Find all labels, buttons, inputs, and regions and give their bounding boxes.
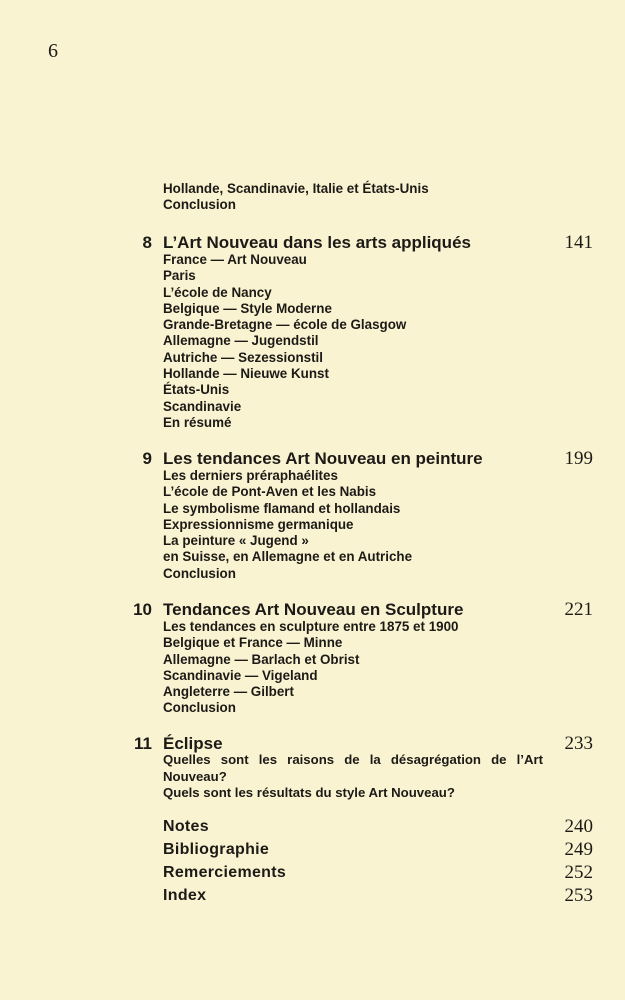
chapter-number: 10 [133, 600, 152, 619]
toc-subentry: Hollande, Scandinavie, Italie et États-Unis [163, 181, 429, 196]
chapter-title: Tendances Art Nouveau en Sculpture [163, 600, 464, 619]
toc-subentry: Grande-Bretagne — école de Glasgow [163, 317, 407, 333]
chapter-title: Les tendances Art Nouveau en peinture [163, 449, 483, 468]
toc-subentry: Le symbolisme flamand et hollandais [163, 500, 401, 516]
continued-items [163, 181, 429, 214]
toc-subentry: Conclusion [163, 197, 236, 213]
toc-subentry: Belgique et France — Minne [163, 635, 343, 651]
toc-subentry: Expressionnisme germanique [163, 516, 354, 532]
end-matter-label: Index [163, 887, 207, 904]
end-matter-page: 240 [564, 816, 593, 837]
toc-subentry: En résumé [163, 414, 232, 430]
chapter-subentries [163, 252, 406, 431]
chapter-number: 9 [142, 449, 152, 468]
chapter-subentries [163, 468, 412, 582]
toc-subentry: Conclusion [163, 565, 236, 581]
chapter-page: 199 [564, 448, 593, 469]
toc-subentry: Hollande — Nieuwe Kunst [163, 366, 329, 382]
toc-subentry: en Suisse, en Allemagne et en Autriche [163, 549, 413, 565]
toc-subentry: Belgique — Style Moderne [163, 300, 332, 316]
toc-subentry: Allemagne — Barlach et Obrist [163, 651, 360, 667]
chapter-page: 141 [564, 232, 593, 253]
toc-subentry: Les derniers préraphaélites [163, 468, 338, 483]
chapter-page: 221 [564, 599, 593, 620]
toc-subentry: États-Unis [163, 382, 230, 398]
toc-subentry: Allemagne — Jugendstil [163, 333, 319, 349]
end-matter-page: 253 [564, 885, 593, 906]
end-matter-page: 252 [564, 862, 593, 883]
chapter-subentries [163, 752, 543, 802]
toc-subentry: La peinture « Jugend » [163, 533, 309, 549]
end-matter-page: 249 [564, 839, 593, 860]
toc-subentry: Scandinavie [163, 398, 242, 414]
toc-subentry: Autriche — Sezessionstil [163, 349, 323, 365]
chapter-number: 8 [142, 233, 152, 252]
toc-subentry: France — Art Nouveau [163, 252, 307, 267]
chapter-page: 233 [564, 733, 593, 754]
toc-subentry: Les tendances en sculpture entre 1875 et 1900 [163, 619, 459, 634]
page-number: 6 [48, 40, 58, 62]
end-matter-label: Remerciements [163, 864, 287, 881]
toc-subentry: L’école de Pont-Aven et les Nabis [163, 484, 377, 500]
toc-subentry: Scandinavie — Vigeland [163, 667, 318, 683]
end-matter-label: Notes [163, 818, 209, 835]
chapter-title: Éclipse [163, 734, 223, 753]
chapter-title: L’Art Nouveau dans les arts appliqués [163, 233, 471, 252]
toc-subentry: Paris [163, 268, 196, 284]
toc-subentry: L’école de Nancy [163, 284, 272, 300]
end-matter-label: Bibliographie [163, 841, 270, 858]
toc-subentry: Angleterre — Gilbert [163, 684, 294, 700]
toc-subentry: Quelles sont les raisons de la désagrégation de l’Art Nouveau? [163, 752, 543, 784]
chapter-number: 11 [134, 734, 152, 753]
toc-subentry: Conclusion [163, 700, 236, 716]
chapter-subentries [163, 619, 458, 717]
toc-subentry: Quels sont les résultats du style Art Nouveau? [163, 785, 455, 800]
